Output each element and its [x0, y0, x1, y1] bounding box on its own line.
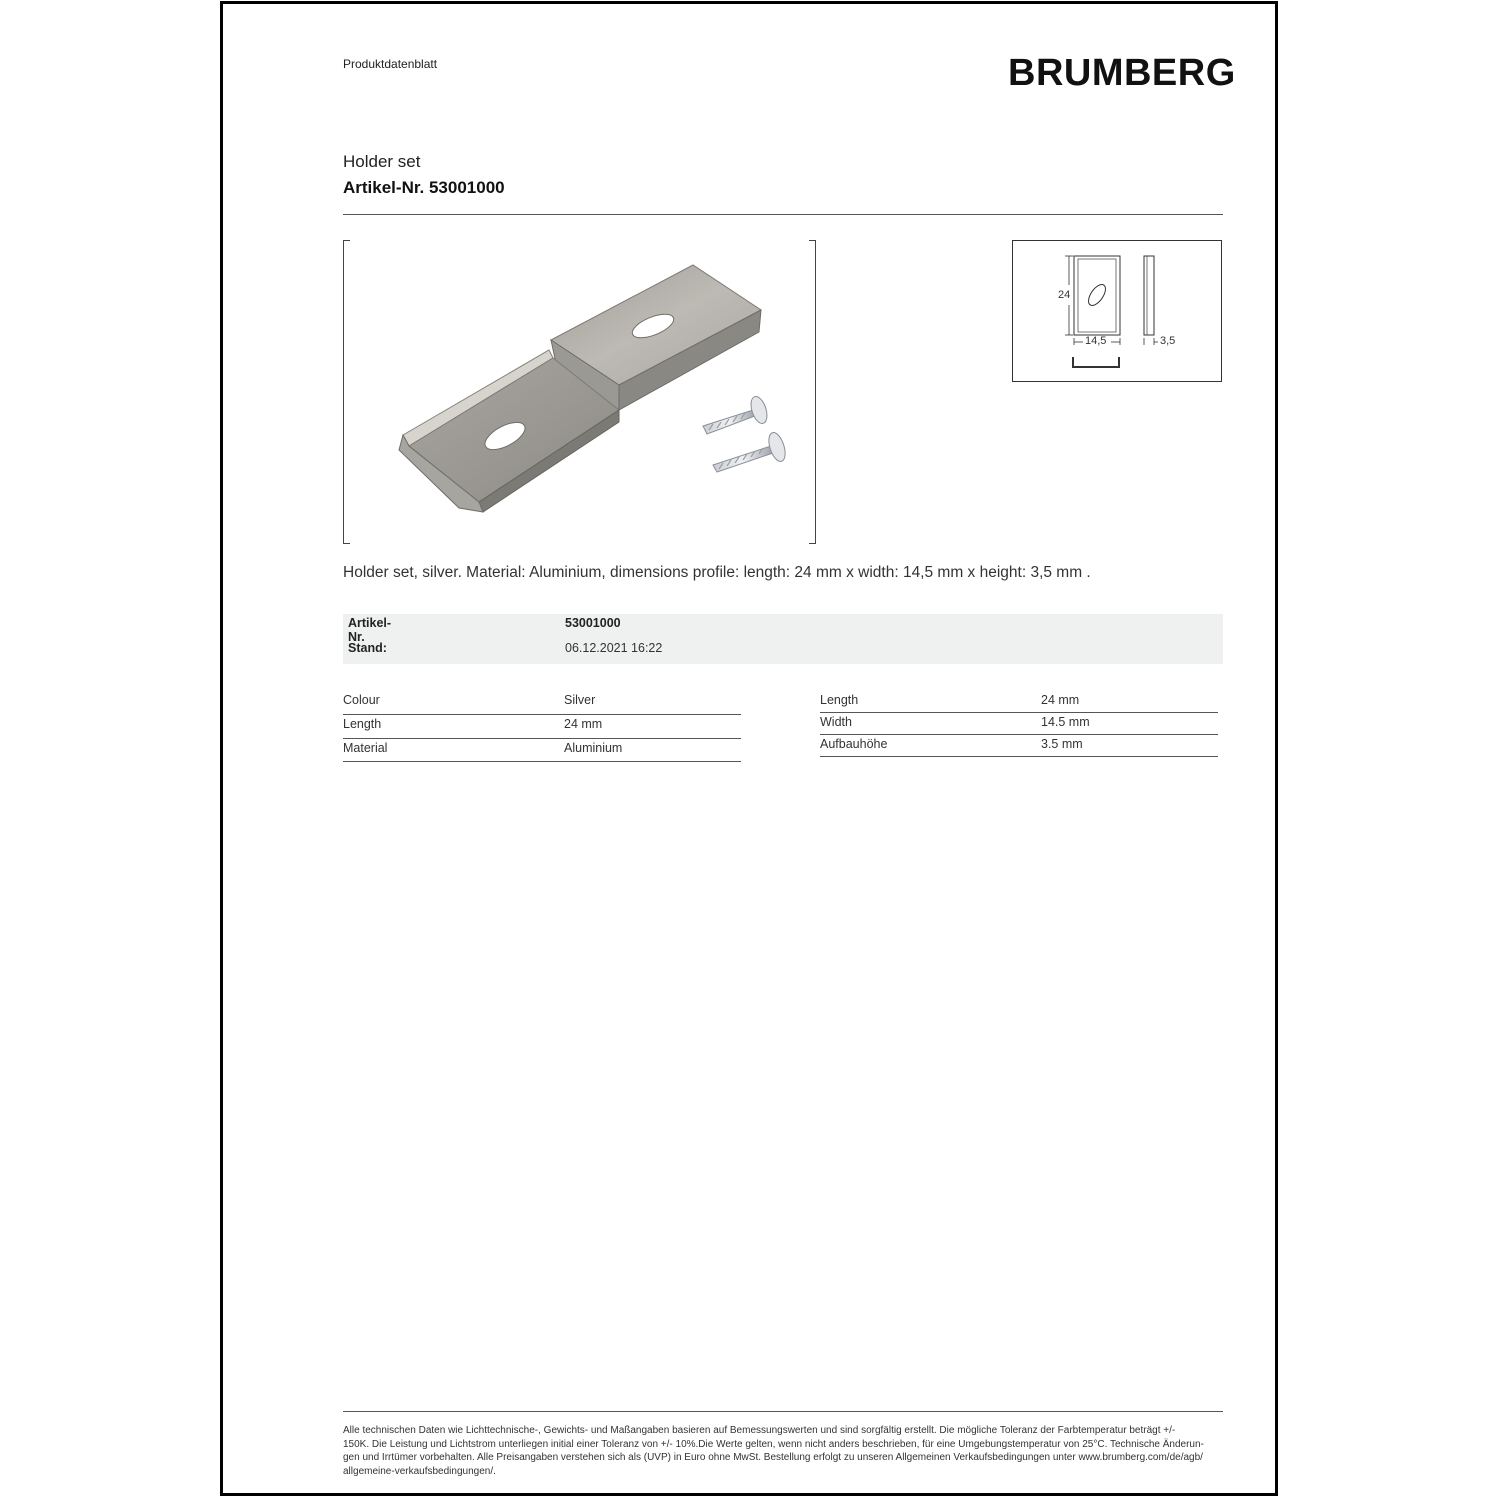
spec-value: 14.5 mm — [1041, 715, 1090, 729]
spec-divider — [820, 712, 1218, 713]
photo-bracket-left — [343, 240, 350, 544]
disclaimer-line: gen und Irrtümer vorbehalten. Alle Preisangaben verstehen sich als (UVP) in Euro ohne MwSt. Bestellung erfolgt zu unseren Allgemeinen Verkaufsbedingungen unter www.brumberg.com/de/agb/ — [343, 1452, 1203, 1463]
stand-key: Stand: — [348, 641, 387, 655]
header-divider — [343, 214, 1223, 215]
depth-dimension-label: 3,5 — [1160, 335, 1176, 347]
spec-table-left — [343, 693, 741, 763]
product-description: Holder set, silver. Material: Aluminium, dimensions profile: length: 24 mm x width: 14,5 mm x height: 3,5 mm . — [343, 564, 1091, 581]
brand-logo: BRUMBERG — [1008, 52, 1236, 94]
spec-key: Aufbauhöhe — [820, 737, 888, 751]
spec-table-right — [820, 693, 1218, 759]
spec-value: 3.5 mm — [1041, 737, 1083, 751]
product-photo-frame — [343, 240, 816, 542]
disclaimer-line: allgemeine-verkaufsbedingungen/. — [343, 1465, 496, 1477]
spec-key: Material — [343, 741, 388, 755]
product-photo — [363, 250, 793, 530]
width-dimension-label: 14,5 — [1085, 335, 1107, 347]
spec-key: Colour — [343, 693, 380, 707]
product-title: Holder set — [343, 152, 421, 171]
height-dimension-label: 24 — [1058, 289, 1071, 301]
article-number-heading: Artikel-Nr. 53001000 — [343, 178, 505, 197]
dimension-drawing — [1012, 240, 1222, 382]
article-info-panel — [343, 614, 1223, 664]
screw-2 — [713, 431, 788, 472]
spec-value: Aluminium — [564, 741, 623, 755]
article-number-value: 53001000 — [565, 616, 621, 630]
spec-key: Width — [820, 715, 852, 729]
spec-divider — [343, 714, 741, 715]
photo-bracket-right — [809, 240, 816, 544]
spec-divider — [343, 738, 741, 739]
spec-key: Length — [820, 693, 859, 707]
dimension-drawing-lines — [1013, 241, 1223, 383]
footer-divider — [343, 1411, 1223, 1412]
spec-value: 24 mm — [564, 717, 603, 731]
spec-divider — [820, 756, 1218, 757]
disclaimer-line: Alle technischen Daten wie Lichttechnische-, Gewichts- und Maßangaben basieren auf Bemessungswerten und sind sorgfältig erstellt. Die mögliche Toleranz der Farbtemperatur beträgt +/- — [343, 1425, 1176, 1436]
spec-value: Silver — [564, 693, 596, 707]
article-number-key: Artikel-Nr. — [348, 616, 392, 644]
screw-1 — [703, 395, 770, 434]
stand-value: 06.12.2021 16:22 — [565, 641, 663, 655]
document-type-label: Produktdatenblatt — [343, 57, 438, 71]
spec-divider — [343, 761, 741, 762]
legal-disclaimer — [343, 1424, 1225, 1478]
spec-divider — [820, 734, 1218, 735]
spec-key: Length — [343, 717, 382, 731]
spec-value: 24 mm — [1041, 693, 1080, 707]
disclaimer-line: 150K. Die Leistung und Lichtstrom unterliegen initial einer Toleranz von +/- 10%.Die Werte gelten, wenn nicht anders beschrieben, für eine Umgebungstemperatur von 25°C. Technische Änderun- — [343, 1438, 1204, 1450]
